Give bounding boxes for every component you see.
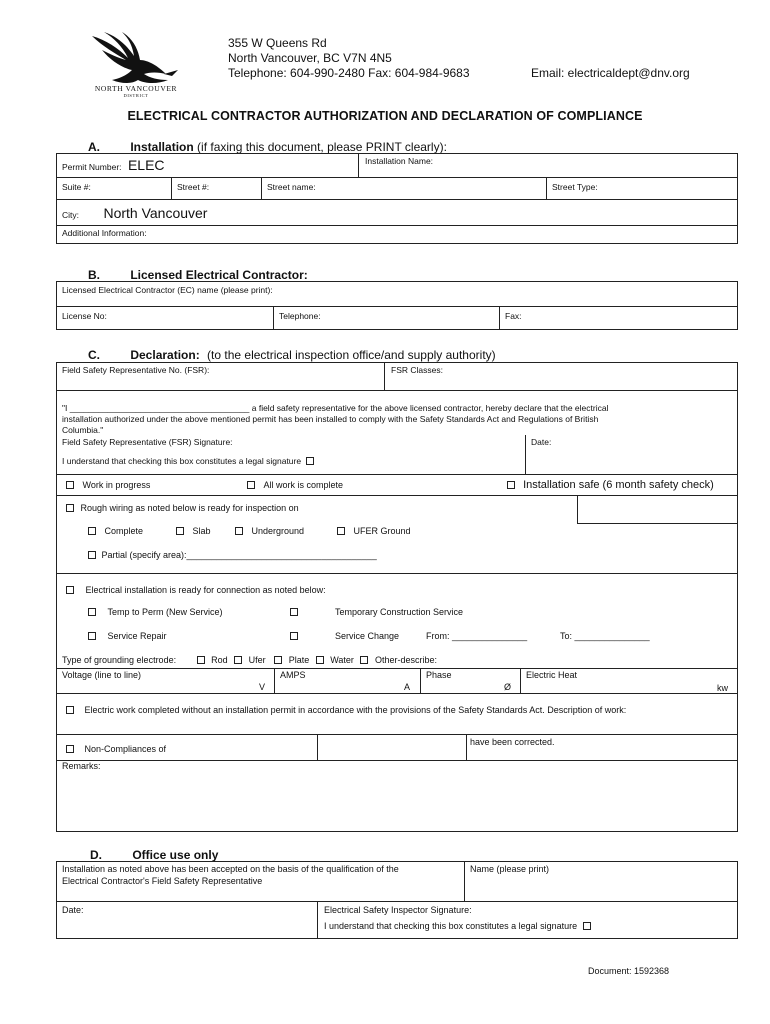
voltage-unit: V (259, 682, 266, 692)
date-label[interactable]: Date: (531, 437, 552, 447)
checkbox-icon[interactable] (234, 656, 242, 664)
checkbox-icon[interactable] (290, 632, 298, 640)
address-line-1: 355 W Queens Rd (228, 36, 327, 50)
declaration-line-1: "I ______________________________________ a field safety representative for the above licensed contractor, hereby declare that the electrical (62, 403, 609, 413)
plate-label: Plate (288, 655, 310, 665)
section-note: (if faxing this document, please PRINT clearly): (197, 140, 447, 154)
fax-label[interactable]: Fax: (505, 311, 522, 321)
complete-option[interactable] (88, 526, 143, 537)
temp-construction-checkbox[interactable] (290, 607, 298, 618)
fsr-signature-label[interactable]: Field Safety Representative (FSR) Signature: (62, 437, 233, 447)
option-label: Slab (192, 526, 211, 536)
ec-name-label[interactable]: Licensed Electrical Contractor (EC) name (please print): (62, 285, 273, 295)
to-field[interactable]: To: _______________ (560, 631, 650, 641)
inspector-signature-label[interactable]: Electrical Safety Inspector Signature: (324, 905, 472, 915)
city-label: City: (62, 210, 79, 220)
rod-label: Rod (211, 655, 228, 665)
section-c-box (56, 362, 738, 832)
option-label: Service Repair (107, 631, 167, 641)
checkbox-icon[interactable] (88, 632, 96, 640)
section-title: Office use only (132, 848, 219, 862)
slab-option[interactable] (176, 526, 211, 537)
ready-connection-option[interactable] (66, 585, 326, 596)
street-type-label[interactable]: Street Type: (552, 182, 598, 192)
phase-label[interactable]: Phase (426, 670, 452, 680)
partial-option[interactable] (88, 550, 377, 561)
amps-label[interactable]: AMPS (280, 670, 306, 680)
from-field[interactable]: From: _______________ (426, 631, 528, 641)
checkbox-icon[interactable] (247, 481, 255, 489)
ufer-ground-option[interactable] (337, 526, 411, 537)
water-label: Water (330, 655, 354, 665)
section-letter: D. (90, 848, 102, 862)
legal-signature-checkbox[interactable] (62, 456, 314, 467)
checkbox-icon[interactable] (66, 504, 74, 512)
checkbox-icon[interactable] (360, 656, 368, 664)
accepted-line-1: Installation as noted above has been accepted on the basis of the qualification of the (62, 864, 399, 874)
permit-number-value: ELEC (127, 157, 165, 173)
section-title: Installation (130, 140, 194, 154)
section-title: Declaration: (130, 348, 200, 362)
section-note: (to the electrical inspection office/and supply authority) (207, 348, 496, 362)
heat-unit: kw (717, 683, 728, 693)
option-label: Installation safe (6 month safety check) (523, 479, 714, 491)
suite-label[interactable]: Suite #: (62, 182, 91, 192)
inspector-name-label[interactable]: Name (please print) (470, 864, 550, 874)
eagle-icon (88, 30, 184, 86)
logo-sub: DISTRICT (123, 93, 149, 98)
checkbox-icon[interactable] (235, 527, 243, 535)
grounding-electrode-row (62, 655, 437, 666)
fsr-classes-label[interactable]: FSR Classes: (391, 365, 443, 375)
checkbox-icon[interactable] (88, 527, 96, 535)
section-d-heading (90, 848, 218, 862)
checkbox-icon[interactable] (66, 745, 74, 753)
checkbox-icon[interactable] (176, 527, 184, 535)
checkbox-icon[interactable] (66, 481, 74, 489)
option-label: Work in progress (82, 480, 151, 490)
checkbox-icon[interactable] (88, 551, 96, 559)
address-line-2: North Vancouver, BC V7N 4N5 (228, 51, 392, 65)
temp-to-perm-option[interactable] (88, 607, 223, 618)
phone-fax: Telephone: 604-990-2480 Fax: 604-984-9683 (228, 66, 470, 80)
checkbox-icon[interactable] (88, 608, 96, 616)
logo-name: NORTH VANCOUVER (94, 84, 178, 93)
service-change-label: Service Change (335, 631, 400, 641)
checkbox-icon[interactable] (507, 481, 515, 489)
permit-number-label: Permit Number: (62, 162, 122, 172)
section-letter: C. (88, 348, 100, 362)
service-repair-option[interactable] (88, 631, 167, 642)
grounding-label: Type of grounding electrode: (62, 655, 177, 665)
section-letter: A. (88, 140, 100, 154)
amps-unit: A (404, 682, 411, 692)
street-name-label[interactable]: Street name: (267, 182, 316, 192)
checkbox-icon[interactable] (66, 586, 74, 594)
checkbox-icon[interactable] (66, 706, 74, 714)
noncompliance-option[interactable] (66, 744, 166, 755)
underground-option[interactable] (235, 526, 304, 537)
section-letter: B. (88, 268, 100, 282)
declaration-line-2: installation authorized under the above mentioned permit has been installed to comply with the Safety Standards Act and Regulations of British (62, 414, 599, 424)
option-label: Temp to Perm (New Service) (107, 607, 223, 617)
checkbox-icon[interactable] (337, 527, 345, 535)
checkbox-icon[interactable] (583, 922, 591, 930)
checkbox-icon[interactable] (306, 457, 314, 465)
legal-signature-text: I understand that checking this box constitutes a legal signature (62, 456, 302, 466)
installation-name-label[interactable]: Installation Name: (365, 156, 434, 166)
voltage-label[interactable]: Voltage (line to line) (62, 670, 142, 680)
section-a-heading (88, 140, 447, 154)
office-date-label[interactable]: Date: (62, 905, 84, 915)
installation-safe-option[interactable] (507, 479, 714, 491)
ufer-label: Ufer (248, 655, 266, 665)
checkbox-icon[interactable] (290, 608, 298, 616)
no-permit-option[interactable] (66, 705, 626, 716)
rough-wiring-option[interactable] (66, 503, 299, 514)
city-value: North Vancouver (103, 205, 208, 221)
section-b-heading (88, 268, 308, 282)
city-field[interactable] (62, 205, 207, 223)
option-label: Complete (104, 526, 144, 536)
remarks-label[interactable]: Remarks: (62, 761, 101, 771)
checkbox-icon[interactable] (274, 656, 282, 664)
form-title: ELECTRICAL CONTRACTOR AUTHORIZATION AND DECLARATION OF COMPLIANCE (127, 109, 643, 123)
temp-construction-label: Temporary Construction Service (335, 607, 464, 617)
street-number-label[interactable]: Street #: (177, 182, 210, 192)
electric-heat-label[interactable]: Electric Heat (526, 670, 578, 680)
option-label: Non-Compliances of (84, 744, 167, 754)
option-label: Partial (specify area):______________________________________ (101, 550, 377, 560)
phase-unit: Ø (504, 682, 512, 692)
license-no-label[interactable]: License No: (62, 311, 107, 321)
service-change-checkbox[interactable] (290, 631, 298, 642)
other-label: Other-describe: (374, 655, 437, 665)
telephone-label[interactable]: Telephone: (279, 311, 321, 321)
legal-signature-text: I understand that checking this box constitutes a legal signature (324, 921, 578, 931)
work-in-progress-option[interactable] (66, 480, 150, 491)
office-legal-signature-checkbox[interactable] (324, 921, 591, 932)
declaration-line-3: Columbia." (62, 425, 104, 435)
all-work-complete-option[interactable] (247, 480, 343, 491)
option-label: All work is complete (263, 480, 344, 490)
section-title: Licensed Electrical Contractor: (130, 268, 308, 282)
fsr-number-label[interactable]: Field Safety Representative No. (FSR): (62, 365, 210, 375)
additional-info-label[interactable]: Additional Information: (62, 228, 147, 238)
checkbox-icon[interactable] (316, 656, 324, 664)
email: Email: electricaldept@dnv.org (531, 66, 690, 80)
section-c-heading (88, 348, 496, 362)
document-number: Document: 1592368 (588, 966, 670, 976)
option-label: Underground (251, 526, 305, 536)
permit-number-field[interactable] (62, 157, 165, 175)
checkbox-icon[interactable] (197, 656, 205, 664)
corrected-label: have been corrected. (470, 737, 555, 747)
option-label: UFER Ground (353, 526, 411, 536)
option-label: Rough wiring as noted below is ready for inspection on (80, 503, 299, 513)
accepted-line-2: Electrical Contractor's Field Safety Representative (62, 876, 263, 886)
option-label: Electrical installation is ready for connection as noted below: (85, 585, 326, 595)
option-label: Electric work completed without an installation permit in accordance with the provisions of the Safety Standards Act. Description of work: (84, 705, 627, 715)
district-logo (88, 30, 184, 100)
